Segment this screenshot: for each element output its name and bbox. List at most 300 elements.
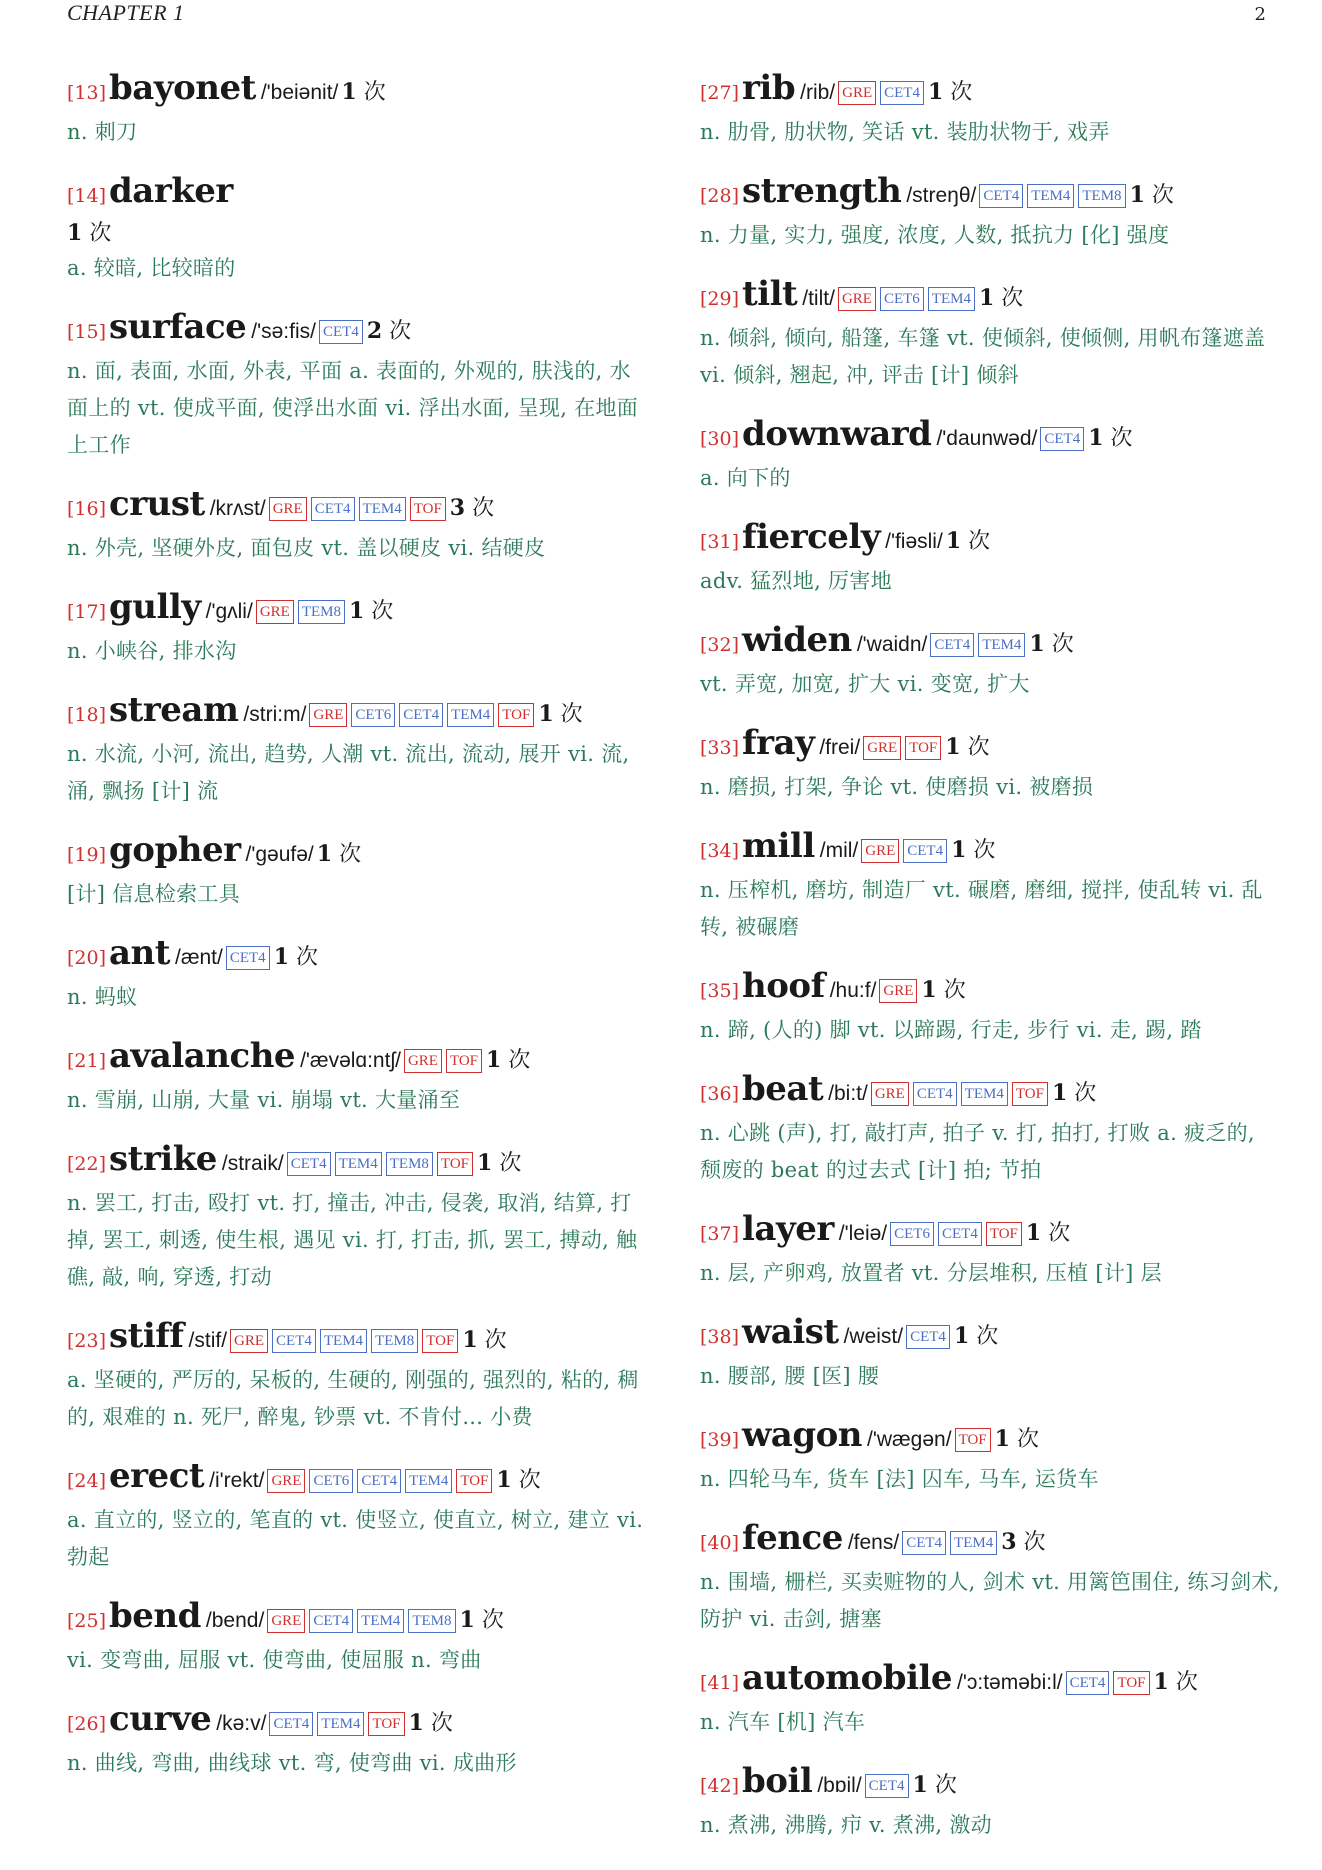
phonetic: /'leiə/ bbox=[838, 1222, 888, 1245]
count-unit: 次 bbox=[508, 1048, 531, 1073]
headword: gully bbox=[109, 587, 201, 627]
vocab-entry bbox=[700, 414, 1280, 497]
headword: curve bbox=[109, 1699, 212, 1739]
entry-head bbox=[700, 414, 1280, 460]
exam-tag-tof: TOF bbox=[986, 1222, 1022, 1246]
definition: n. 汽车 [机] 汽车 bbox=[700, 1710, 866, 1734]
count-unit: 次 bbox=[518, 1468, 541, 1493]
entry-number: [23] bbox=[67, 1330, 107, 1352]
exam-tag-tem4: TEM4 bbox=[1027, 184, 1074, 208]
definition: n. 小峡谷, 排水沟 bbox=[67, 639, 237, 663]
phonetic: /mil/ bbox=[819, 839, 859, 862]
exam-tag-cet4: CET4 bbox=[311, 497, 355, 521]
frequency-count bbox=[450, 496, 494, 521]
headword: crust bbox=[109, 484, 205, 524]
headword: boil bbox=[742, 1761, 813, 1801]
entry-number: [29] bbox=[700, 288, 740, 310]
count-number: 1 bbox=[348, 598, 365, 624]
entry-head bbox=[700, 620, 1280, 666]
vocab-entry bbox=[700, 1658, 1280, 1741]
entry-head bbox=[700, 1069, 1280, 1115]
frequency-count bbox=[1001, 1530, 1045, 1555]
headword: surface bbox=[109, 307, 247, 347]
entry-number: [21] bbox=[67, 1050, 107, 1072]
page-number: 2 bbox=[1254, 4, 1266, 25]
entry-head bbox=[700, 1518, 1280, 1564]
count-unit: 次 bbox=[499, 1151, 522, 1176]
definition: a. 向下的 bbox=[700, 466, 791, 490]
exam-tag-cet4: CET4 bbox=[902, 1531, 946, 1555]
phonetic: /stif/ bbox=[188, 1329, 228, 1352]
exam-tag-cet4: CET4 bbox=[979, 184, 1023, 208]
phonetic: /'fiəsli/ bbox=[885, 530, 943, 553]
exam-tag-tem4: TEM4 bbox=[320, 1329, 367, 1353]
count-number: 1 bbox=[1025, 1220, 1042, 1246]
exam-tag-gre: GRE bbox=[267, 1469, 305, 1493]
entry-head bbox=[67, 1036, 647, 1082]
count-number: 1 bbox=[273, 944, 289, 970]
definition: n. 雪崩, 山崩, 大量 vi. 崩塌 vt. 大量涌至 bbox=[67, 1088, 461, 1112]
frequency-count bbox=[946, 529, 990, 554]
phonetic: /straik/ bbox=[221, 1152, 284, 1175]
headword: ant bbox=[109, 933, 170, 973]
exam-tag-cet4: CET4 bbox=[319, 320, 363, 344]
entry-number: [30] bbox=[700, 428, 740, 450]
count-unit: 次 bbox=[1001, 286, 1024, 311]
frequency-count bbox=[945, 735, 989, 760]
count-number: 1 bbox=[538, 701, 554, 727]
exam-tag-tof: TOF bbox=[446, 1049, 482, 1073]
entry-head bbox=[67, 68, 647, 114]
vocab-entry bbox=[700, 1415, 1280, 1498]
entry-number: [14] bbox=[67, 185, 107, 207]
headword: strike bbox=[109, 1139, 217, 1179]
count-number: 3 bbox=[1001, 1529, 1017, 1555]
vocab-entry bbox=[67, 1699, 647, 1782]
count-number: 1 bbox=[459, 1607, 475, 1633]
exam-tag-tem4: TEM4 bbox=[928, 287, 975, 311]
entry-head bbox=[67, 933, 647, 979]
vocab-entry bbox=[67, 1139, 647, 1296]
exam-tag-cet4: CET4 bbox=[1040, 427, 1084, 451]
exam-tag-cet4: CET4 bbox=[357, 1469, 401, 1493]
entry-head bbox=[700, 171, 1280, 217]
count-unit: 次 bbox=[89, 221, 112, 246]
phonetic: /'waidn/ bbox=[856, 633, 928, 656]
definition: n. 四轮马车, 货车 [法] 囚车, 马车, 运货车 bbox=[700, 1467, 1099, 1491]
frequency-count bbox=[349, 599, 393, 624]
vocab-entry bbox=[700, 1312, 1280, 1395]
phonetic: /fens/ bbox=[847, 1531, 900, 1554]
count-number: 1 bbox=[1029, 631, 1045, 657]
headword: stream bbox=[109, 690, 239, 730]
count-number: 1 bbox=[316, 841, 333, 867]
exam-tag-gre: GRE bbox=[838, 287, 876, 311]
count-unit: 次 bbox=[1051, 632, 1074, 657]
definition: n. 罢工, 打击, 殴打 vt. 打, 撞击, 冲击, 侵袭, 取消, 结算, 打掉, 罢工, 刺透, 使生根, 遇见 vi. 打, 打击, 抓, 罢工, 搏动, 触礁, 敲, 响, 穿透, 打动 bbox=[67, 1191, 638, 1289]
exam-tag-cet4: CET4 bbox=[1066, 1671, 1110, 1695]
frequency-count bbox=[954, 1324, 998, 1349]
headword: hoof bbox=[742, 966, 825, 1006]
entry-number: [38] bbox=[700, 1326, 740, 1348]
count-unit: 次 bbox=[339, 842, 362, 867]
phonetic: /tilt/ bbox=[802, 287, 835, 310]
exam-tag-gre: GRE bbox=[230, 1329, 268, 1353]
entry-head bbox=[67, 307, 647, 353]
vocab-entry bbox=[700, 966, 1280, 1049]
count-unit: 次 bbox=[943, 978, 966, 1003]
phonetic: /krʌst/ bbox=[209, 497, 266, 520]
headword: avalanche bbox=[109, 1036, 296, 1076]
frequency-count bbox=[341, 80, 385, 105]
count-unit: 次 bbox=[1048, 1221, 1071, 1246]
count-number: 1 bbox=[951, 837, 967, 863]
headword: beat bbox=[742, 1069, 824, 1109]
definition: a. 坚硬的, 严厉的, 呆板的, 生硬的, 刚强的, 强烈的, 粘的, 稠的, 艰难的 n. 死尸, 醉鬼, 钞票 vt. 不肯付... 小费 bbox=[67, 1368, 639, 1429]
vocab-entry bbox=[67, 68, 647, 151]
count-number: 1 bbox=[945, 734, 961, 760]
entry-number: [26] bbox=[67, 1713, 107, 1735]
exam-tag-tof: TOF bbox=[955, 1428, 991, 1452]
entry-number: [31] bbox=[700, 531, 740, 553]
count-number: 1 bbox=[921, 977, 937, 1003]
definition: n. 蹄, (人的) 脚 vt. 以蹄踢, 行走, 步行 vi. 走, 踢, 踏 bbox=[700, 1018, 1202, 1042]
headword: strength bbox=[742, 171, 902, 211]
vocab-entry bbox=[700, 68, 1280, 151]
count-unit: 次 bbox=[967, 735, 990, 760]
headword: wagon bbox=[742, 1415, 862, 1455]
definition: n. 蚂蚁 bbox=[67, 985, 138, 1009]
exam-tag-cet4: CET4 bbox=[287, 1152, 331, 1176]
exam-tag-tem4: TEM4 bbox=[335, 1152, 382, 1176]
exam-tag-gre: GRE bbox=[879, 979, 917, 1003]
exam-tag-tof: TOF bbox=[422, 1329, 458, 1353]
definition: n. 心跳 (声), 打, 敲打声, 拍子 v. 打, 拍打, 打败 a. 疲乏的, 颓废的 beat 的过去式 [计] 拍; 节拍 bbox=[700, 1121, 1255, 1182]
vocab-entry bbox=[67, 171, 647, 287]
exam-tag-tem4: TEM4 bbox=[317, 1712, 364, 1736]
definition: n. 面, 表面, 水面, 外表, 平面 a. 表面的, 外观的, 肤浅的, 水面上的 vt. 使成平面, 使浮出水面 vi. 浮出水面, 呈现, 在地面上工作 bbox=[67, 359, 639, 457]
entry-head bbox=[67, 1699, 647, 1745]
headword: rib bbox=[742, 68, 796, 108]
frequency-count bbox=[913, 1773, 957, 1798]
count-number: 1 bbox=[408, 1710, 424, 1736]
count-number: 1 bbox=[1129, 182, 1145, 208]
entry-head bbox=[67, 830, 647, 876]
exam-tag-tem4: TEM4 bbox=[978, 633, 1025, 657]
exam-tag-cet4: CET4 bbox=[880, 81, 924, 105]
exam-tag-gre: GRE bbox=[838, 81, 876, 105]
entry-head bbox=[700, 1415, 1280, 1461]
entry-head bbox=[700, 966, 1280, 1012]
count-number: 2 bbox=[366, 318, 383, 344]
phonetic: /streŋθ/ bbox=[906, 184, 977, 207]
definition: n. 层, 产卵鸡, 放置者 vt. 分层堆积, 压植 [计] 层 bbox=[700, 1261, 1162, 1285]
exam-tag-cet4: CET4 bbox=[269, 1712, 313, 1736]
frequency-count bbox=[496, 1468, 540, 1493]
headword: darker bbox=[109, 171, 233, 211]
phonetic: /i'rekt/ bbox=[209, 1469, 265, 1492]
definition: n. 外壳, 坚硬外皮, 面包皮 vt. 盖以硬皮 vi. 结硬皮 bbox=[67, 536, 546, 560]
entry-number: [36] bbox=[700, 1083, 740, 1105]
entry-head bbox=[700, 1658, 1280, 1704]
count-unit: 次 bbox=[973, 838, 996, 863]
headword: tilt bbox=[742, 274, 798, 314]
exam-tag-tem4: TEM4 bbox=[961, 1082, 1008, 1106]
headword: widen bbox=[742, 620, 852, 660]
frequency-count bbox=[1088, 426, 1132, 451]
phonetic: /'gʌli/ bbox=[205, 600, 253, 623]
exam-tag-gre: GRE bbox=[871, 1082, 909, 1106]
count-unit: 次 bbox=[363, 80, 386, 105]
entry-head bbox=[700, 826, 1280, 872]
headword: automobile bbox=[742, 1658, 953, 1698]
exam-tag-tem8: TEM8 bbox=[371, 1329, 418, 1353]
phonetic: /ænt/ bbox=[174, 946, 223, 969]
frequency-count bbox=[951, 838, 995, 863]
exam-tag-cet4: CET4 bbox=[309, 1609, 353, 1633]
exam-tag-tem4: TEM4 bbox=[357, 1609, 404, 1633]
exam-tag-cet6: CET6 bbox=[351, 703, 395, 727]
exam-tag-tem8: TEM8 bbox=[298, 600, 345, 624]
frequency-count bbox=[928, 80, 972, 105]
count-unit: 次 bbox=[1151, 183, 1174, 208]
vocab-entry bbox=[700, 274, 1280, 394]
count-unit: 次 bbox=[371, 599, 394, 624]
definition: n. 腰部, 腰 [医] 腰 bbox=[700, 1364, 880, 1388]
count-number: 1 bbox=[67, 220, 83, 246]
entry-number: [19] bbox=[67, 844, 107, 866]
entry-number: [28] bbox=[700, 185, 740, 207]
phonetic: /'wægən/ bbox=[867, 1428, 952, 1451]
exam-tag-tof: TOF bbox=[905, 736, 941, 760]
left-column bbox=[67, 68, 647, 1802]
exam-tag-gre: GRE bbox=[267, 1609, 305, 1633]
count-unit: 次 bbox=[430, 1711, 453, 1736]
vocab-entry bbox=[67, 484, 647, 567]
headword: fence bbox=[742, 1518, 843, 1558]
phonetic: /'beiənit/ bbox=[260, 81, 339, 104]
exam-tag-tem4: TEM4 bbox=[359, 497, 406, 521]
count-unit: 次 bbox=[934, 1773, 957, 1798]
exam-tag-gre: GRE bbox=[309, 703, 347, 727]
phonetic: /hu:f/ bbox=[829, 979, 877, 1002]
frequency-count bbox=[1130, 183, 1174, 208]
definition: n. 煮沸, 沸腾, 疖 v. 煮沸, 激动 bbox=[700, 1813, 992, 1837]
exam-tag-cet6: CET6 bbox=[309, 1469, 353, 1493]
definition: vi. 变弯曲, 屈服 vt. 使弯曲, 使屈服 n. 弯曲 bbox=[67, 1648, 482, 1672]
vocab-entry bbox=[700, 826, 1280, 946]
frequency-count bbox=[1052, 1081, 1096, 1106]
exam-tag-tof: TOF bbox=[368, 1712, 404, 1736]
headword: fray bbox=[742, 723, 815, 763]
phonetic: /'ævəlɑ:ntʃ/ bbox=[300, 1049, 401, 1072]
vocab-entry bbox=[700, 1069, 1280, 1189]
entry-head bbox=[67, 1596, 647, 1642]
count-number: 1 bbox=[341, 79, 357, 105]
entry-head bbox=[67, 690, 647, 736]
entry-number: [41] bbox=[700, 1672, 740, 1694]
phonetic: /kə:v/ bbox=[216, 1712, 267, 1735]
exam-tag-tof: TOF bbox=[456, 1469, 492, 1493]
entry-head bbox=[700, 1312, 1280, 1358]
exam-tag-cet6: CET6 bbox=[890, 1222, 934, 1246]
definition: n. 力量, 实力, 强度, 浓度, 人数, 抵抗力 [化] 强度 bbox=[700, 223, 1170, 247]
phonetic: /'sə:fis/ bbox=[251, 320, 316, 343]
entry-number: [24] bbox=[67, 1470, 107, 1492]
count-unit: 次 bbox=[389, 319, 412, 344]
entry-head bbox=[67, 1139, 647, 1185]
entry-head bbox=[67, 171, 647, 217]
vocab-entry bbox=[700, 171, 1280, 254]
entry-head bbox=[700, 1209, 1280, 1255]
definition: a. 较暗, 比较暗的 bbox=[67, 256, 236, 280]
entry-number: [39] bbox=[700, 1429, 740, 1451]
entry-number: [20] bbox=[67, 947, 107, 969]
headword: bend bbox=[109, 1596, 201, 1636]
entry-number: [18] bbox=[67, 704, 107, 726]
chapter-title: CHAPTER 1 bbox=[67, 0, 185, 25]
exam-tag-cet4: CET4 bbox=[226, 946, 270, 970]
headword: erect bbox=[109, 1456, 205, 1496]
vocab-entry bbox=[67, 1036, 647, 1119]
phonetic: /bi:t/ bbox=[828, 1082, 868, 1105]
exam-tag-tof: TOF bbox=[498, 703, 534, 727]
count-number: 1 bbox=[953, 1323, 970, 1349]
headword: fiercely bbox=[742, 517, 881, 557]
count-number: 1 bbox=[486, 1047, 502, 1073]
entry-number: [13] bbox=[67, 82, 107, 104]
entry-head bbox=[700, 68, 1280, 114]
vocab-entry bbox=[67, 1456, 647, 1576]
exam-tag-gre: GRE bbox=[861, 839, 899, 863]
count-unit: 次 bbox=[1016, 1427, 1039, 1452]
entry-head bbox=[67, 587, 647, 633]
entry-number: [25] bbox=[67, 1610, 107, 1632]
entry-number: [34] bbox=[700, 840, 740, 862]
exam-tag-tem8: TEM8 bbox=[386, 1152, 433, 1176]
frequency-count bbox=[367, 319, 411, 344]
vocab-entry bbox=[67, 690, 647, 810]
count-unit: 次 bbox=[472, 496, 495, 521]
count-number: 1 bbox=[496, 1467, 512, 1493]
frequency-count bbox=[67, 217, 647, 250]
frequency-count bbox=[995, 1427, 1039, 1452]
definition: [计] 信息检索工具 bbox=[67, 882, 241, 906]
definition: a. 直立的, 竖立的, 笔直的 vt. 使竖立, 使直立, 树立, 建立 vi. 勃起 bbox=[67, 1508, 644, 1569]
entry-number: [16] bbox=[67, 498, 107, 520]
count-number: 1 bbox=[462, 1327, 478, 1353]
exam-tag-tem8: TEM8 bbox=[1078, 184, 1125, 208]
definition: n. 肋骨, 肋状物, 笑话 vt. 装肋状物于, 戏弄 bbox=[700, 120, 1110, 144]
definition: n. 围墙, 栅栏, 买卖赃物的人, 剑术 vt. 用篱笆围住, 练习剑术, 防护 vi. 击剑, 搪塞 bbox=[700, 1570, 1280, 1631]
count-unit: 次 bbox=[481, 1608, 504, 1633]
vocab-entry bbox=[700, 1209, 1280, 1292]
exam-tag-tof: TOF bbox=[1113, 1671, 1149, 1695]
count-unit: 次 bbox=[976, 1324, 999, 1349]
entry-head bbox=[700, 517, 1280, 563]
phonetic: /frei/ bbox=[819, 736, 861, 759]
frequency-count bbox=[462, 1328, 506, 1353]
count-number: 1 bbox=[1088, 425, 1104, 451]
headword: downward bbox=[742, 414, 932, 454]
exam-tag-cet4: CET4 bbox=[913, 1082, 957, 1106]
exam-tag-cet4: CET4 bbox=[272, 1329, 316, 1353]
frequency-count bbox=[1154, 1670, 1198, 1695]
page-header bbox=[67, 0, 1266, 30]
exam-tag-cet4: CET4 bbox=[865, 1774, 909, 1798]
entry-number: [17] bbox=[67, 601, 107, 623]
entry-number: [42] bbox=[700, 1775, 740, 1797]
headword: waist bbox=[742, 1312, 839, 1352]
phonetic: /'gəufə/ bbox=[245, 843, 314, 866]
exam-tag-tem4: TEM4 bbox=[447, 703, 494, 727]
definition: n. 倾斜, 倾向, 船篷, 车篷 vt. 使倾斜, 使倾侧, 用帆布篷遮盖 vi. 倾斜, 翘起, 冲, 评击 [计] 倾斜 bbox=[700, 326, 1266, 387]
entry-number: [32] bbox=[700, 634, 740, 656]
definition: n. 刺刀 bbox=[67, 120, 138, 144]
phonetic: /bend/ bbox=[205, 1609, 265, 1632]
exam-tag-cet4: CET4 bbox=[399, 703, 443, 727]
count-unit: 次 bbox=[1023, 1530, 1046, 1555]
entry-head bbox=[700, 274, 1280, 320]
headword: gopher bbox=[109, 830, 241, 870]
count-number: 1 bbox=[978, 285, 995, 311]
vocab-entry bbox=[700, 517, 1280, 600]
entry-number: [22] bbox=[67, 1153, 107, 1175]
phonetic: /weist/ bbox=[843, 1325, 904, 1348]
definition: n. 磨损, 打架, 争论 vt. 使磨损 vi. 被磨损 bbox=[700, 775, 1094, 799]
headword: mill bbox=[742, 826, 815, 866]
entry-number: [37] bbox=[700, 1223, 740, 1245]
exam-tag-cet4: CET4 bbox=[930, 633, 974, 657]
frequency-count bbox=[1026, 1221, 1070, 1246]
entry-number: [27] bbox=[700, 82, 740, 104]
count-unit: 次 bbox=[484, 1328, 507, 1353]
vocab-entry bbox=[700, 620, 1280, 703]
phonetic: /stri:m/ bbox=[243, 703, 307, 726]
count-unit: 次 bbox=[560, 702, 583, 727]
entry-head bbox=[67, 1316, 647, 1362]
frequency-count bbox=[486, 1048, 530, 1073]
vocab-entry bbox=[67, 1316, 647, 1436]
entry-number: [40] bbox=[700, 1532, 740, 1554]
exam-tag-tem4: TEM4 bbox=[950, 1531, 997, 1555]
count-unit: 次 bbox=[1175, 1670, 1198, 1695]
exam-tag-cet6: CET6 bbox=[880, 287, 924, 311]
vocab-entry bbox=[700, 1761, 1280, 1844]
frequency-count bbox=[1029, 632, 1073, 657]
count-number: 3 bbox=[449, 495, 466, 521]
phonetic: /'daunwəd/ bbox=[936, 427, 1038, 450]
count-unit: 次 bbox=[968, 529, 991, 554]
exam-tag-gre: GRE bbox=[269, 497, 307, 521]
frequency-count bbox=[979, 286, 1023, 311]
exam-tag-gre: GRE bbox=[863, 736, 901, 760]
vocab-entry bbox=[67, 830, 647, 913]
exam-tag-cet4: CET4 bbox=[903, 839, 947, 863]
frequency-count bbox=[274, 945, 318, 970]
count-unit: 次 bbox=[950, 80, 973, 105]
count-unit: 次 bbox=[1074, 1081, 1097, 1106]
exam-tag-tof: TOF bbox=[1012, 1082, 1048, 1106]
frequency-count bbox=[460, 1608, 504, 1633]
count-unit: 次 bbox=[1110, 426, 1133, 451]
definition: n. 水流, 小河, 流出, 趋势, 人潮 vt. 流出, 流动, 展开 vi. 流, 涌, 飘扬 [计] 流 bbox=[67, 742, 630, 803]
exam-tag-cet4: CET4 bbox=[938, 1222, 982, 1246]
definition: n. 曲线, 弯曲, 曲线球 vt. 弯, 使弯曲 vi. 成曲形 bbox=[67, 1751, 517, 1775]
frequency-count bbox=[538, 702, 582, 727]
vocab-entry bbox=[67, 307, 647, 464]
phonetic: /bɒil/ bbox=[817, 1774, 862, 1797]
